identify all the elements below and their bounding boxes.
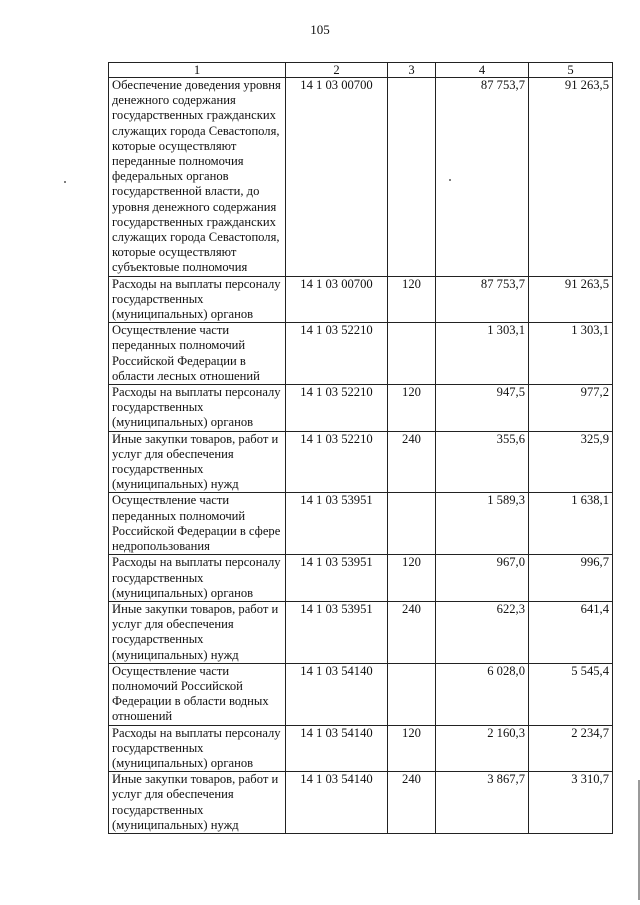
- row-amount-col5: 2 234,7: [529, 725, 613, 772]
- row-code: 14 1 03 53951: [286, 493, 388, 555]
- header-col-4: 4: [436, 63, 529, 78]
- row-code: 14 1 03 00700: [286, 276, 388, 323]
- scan-speck: [449, 179, 451, 181]
- row-code: 14 1 03 53951: [286, 601, 388, 663]
- table-row: [109, 555, 613, 602]
- table-row: [109, 772, 613, 834]
- row-name: Расходы на выплаты персоналу государственных (муниципальных) органов: [109, 385, 286, 432]
- page-number: 105: [310, 22, 330, 37]
- row-expense-type: [388, 323, 436, 385]
- budget-table: [108, 62, 613, 834]
- row-amount-col4: 1 589,3: [436, 493, 529, 555]
- table-row: [109, 663, 613, 725]
- header-col-2: 2: [286, 63, 388, 78]
- row-amount-col4: 355,6: [436, 431, 529, 493]
- row-amount-col4: 87 753,7: [436, 276, 529, 323]
- row-name: Иные закупки товаров, работ и услуг для обеспечения государственных (муниципальных) нужд: [109, 431, 286, 493]
- row-code: 14 1 03 54140: [286, 663, 388, 725]
- row-amount-col4: 6 028,0: [436, 663, 529, 725]
- row-amount-col4: 3 867,7: [436, 772, 529, 834]
- row-amount-col4: 1 303,1: [436, 323, 529, 385]
- row-amount-col5: 325,9: [529, 431, 613, 493]
- row-name: Расходы на выплаты персоналу государственных (муниципальных) органов: [109, 276, 286, 323]
- row-amount-col5: 977,2: [529, 385, 613, 432]
- row-expense-type: [388, 663, 436, 725]
- row-expense-type: 120: [388, 555, 436, 602]
- row-expense-type: 120: [388, 276, 436, 323]
- row-code: 14 1 03 53951: [286, 555, 388, 602]
- row-amount-col4: 87 753,7: [436, 78, 529, 277]
- table-row: [109, 431, 613, 493]
- row-expense-type: 240: [388, 601, 436, 663]
- row-amount-col5: 1 303,1: [529, 323, 613, 385]
- table-row: [109, 385, 613, 432]
- row-code: 14 1 03 52210: [286, 385, 388, 432]
- row-code: 14 1 03 00700: [286, 78, 388, 277]
- row-amount-col4: 622,3: [436, 601, 529, 663]
- row-amount-col5: 1 638,1: [529, 493, 613, 555]
- header-col-5: 5: [529, 63, 613, 78]
- row-amount-col4: 967,0: [436, 555, 529, 602]
- row-name: Расходы на выплаты персоналу государственных (муниципальных) органов: [109, 555, 286, 602]
- row-code: 14 1 03 52210: [286, 323, 388, 385]
- table-row: [109, 725, 613, 772]
- row-expense-type: [388, 493, 436, 555]
- row-name: Расходы на выплаты персоналу государственных (муниципальных) органов: [109, 725, 286, 772]
- row-expense-type: [388, 78, 436, 277]
- table-row: [109, 601, 613, 663]
- row-amount-col5: 996,7: [529, 555, 613, 602]
- row-expense-type: 240: [388, 772, 436, 834]
- header-col-1: 1: [109, 63, 286, 78]
- row-code: 14 1 03 52210: [286, 431, 388, 493]
- row-amount-col5: 3 310,7: [529, 772, 613, 834]
- row-name: Обеспечение доведения уровня денежного содержания государственных гражданских служащих города Севастополя, которые осуществляют переданные полномочия федеральных органов государственной власти, до уровня денежного содержания государственных гражданских служащих города Севастополя, которые осуществляют субъектовые полномочия: [109, 78, 286, 277]
- row-name: Осуществление части переданных полномочий Российской Федерации в области лесных отношений: [109, 323, 286, 385]
- row-expense-type: 120: [388, 385, 436, 432]
- row-name: Иные закупки товаров, работ и услуг для обеспечения государственных (муниципальных) нужд: [109, 772, 286, 834]
- header-col-3: 3: [388, 63, 436, 78]
- row-amount-col5: 641,4: [529, 601, 613, 663]
- row-amount-col4: 947,5: [436, 385, 529, 432]
- row-name: Осуществление части переданных полномочий Российской Федерации в сфере недропользования: [109, 493, 286, 555]
- row-amount-col5: 5 545,4: [529, 663, 613, 725]
- row-amount-col4: 2 160,3: [436, 725, 529, 772]
- row-code: 14 1 03 54140: [286, 725, 388, 772]
- row-amount-col5: 91 263,5: [529, 276, 613, 323]
- table-row: [109, 276, 613, 323]
- table-row: [109, 493, 613, 555]
- row-expense-type: 240: [388, 431, 436, 493]
- table-row: [109, 323, 613, 385]
- row-name: Иные закупки товаров, работ и услуг для обеспечения государственных (муниципальных) нужд: [109, 601, 286, 663]
- scan-speck: [64, 181, 66, 183]
- header-row: [109, 63, 613, 78]
- row-expense-type: 120: [388, 725, 436, 772]
- table-row: [109, 78, 613, 277]
- row-code: 14 1 03 54140: [286, 772, 388, 834]
- row-amount-col5: 91 263,5: [529, 78, 613, 277]
- row-name: Осуществление части полномочий Российской Федерации в области водных отношений: [109, 663, 286, 725]
